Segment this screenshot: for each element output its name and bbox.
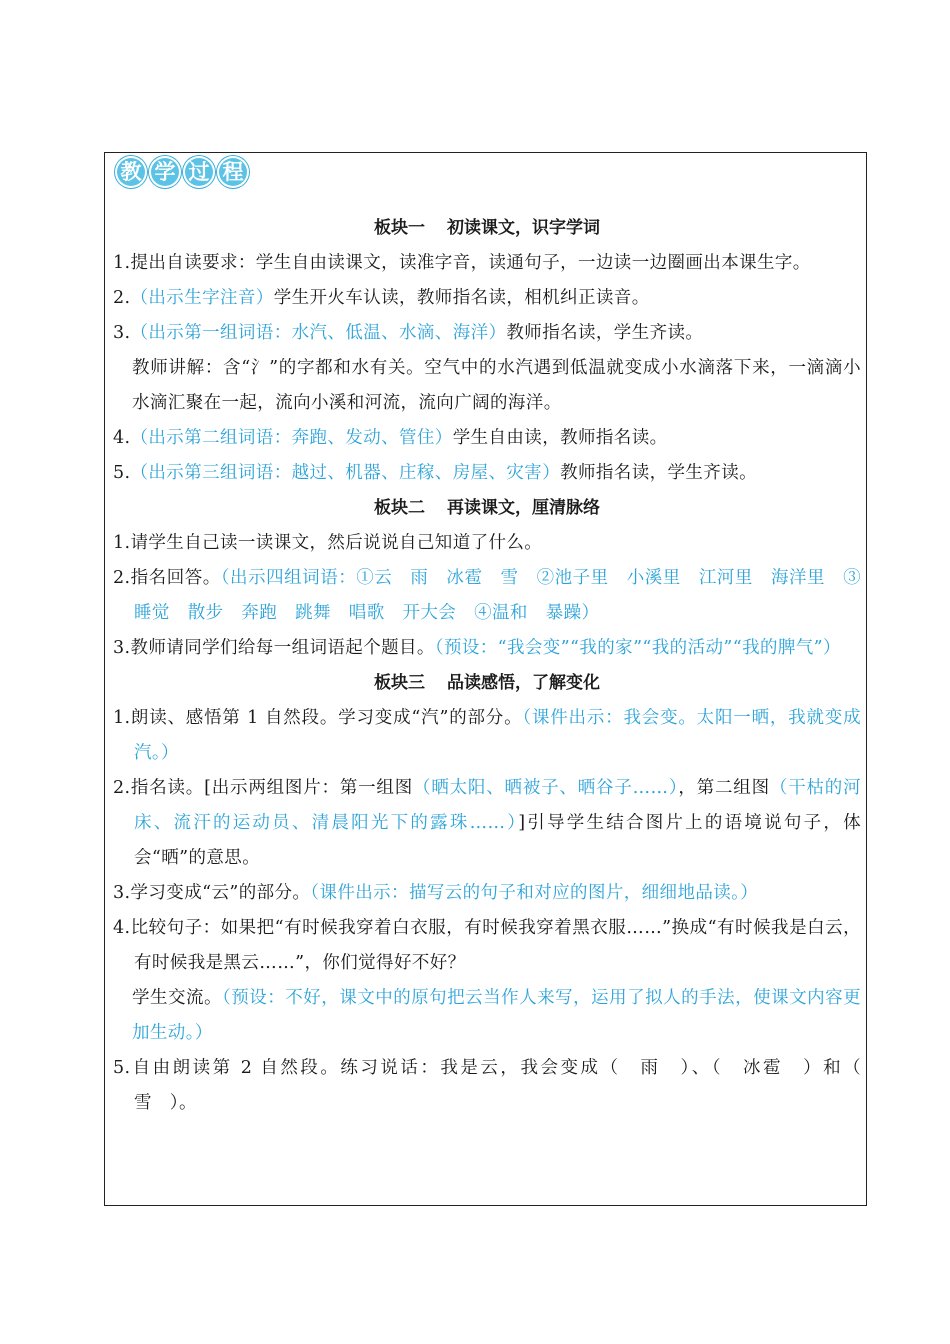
s3-item1-text: 1.朗读、感悟第 1 自然段。学习变成“汽”的部分。 <box>113 708 523 728</box>
s3-item4-note-text: 学生交流。 <box>132 988 222 1008</box>
s2-item1: 1.请学生自己读一读课文，然后说说自己知道了什么。 <box>113 533 543 553</box>
s3-item2-hint2: （干枯的河床、流汗的运动员、清晨阳光下的露珠……） <box>134 778 862 833</box>
s1-item2-hint: （出示生字注音） <box>130 288 274 308</box>
section3-title-num: 板块三 <box>374 673 425 693</box>
s1-item4-hint: （出示第二组词语：奔跑、发动、管住） <box>130 428 453 448</box>
s3-item2-text2: ，第二组图 <box>678 778 770 798</box>
s1-item5-text: 教师指名读，学生齐读。 <box>560 463 758 483</box>
num: 2. <box>113 288 131 308</box>
s2-item3-hint: （预设：“我会变”“我的家”“我的活动”“我的脾气”） <box>434 638 841 658</box>
num: 4. <box>113 428 131 448</box>
s3-item1 <box>113 701 861 771</box>
s2-item2-text: 2.指名回答。 <box>113 568 221 588</box>
s3-item2-text: 2.指名读。[出示两组图片：第一组图 <box>113 778 414 798</box>
s3-item3-text: 3.学习变成“云”的部分。 <box>113 883 311 903</box>
s1-item3-hint: （出示第一组词语：水汽、低温、水滴、海洋） <box>130 323 507 343</box>
section2-title <box>113 491 861 526</box>
s3-item3 <box>113 876 861 911</box>
s2-item3 <box>113 631 861 666</box>
num: 3. <box>113 323 131 343</box>
s1-item5 <box>113 456 861 491</box>
section3-title-text: 品读感悟，了解变化 <box>447 673 600 693</box>
badge-char: 教 <box>115 156 147 188</box>
badge-char: 学 <box>149 156 181 188</box>
s1-item2 <box>113 281 861 316</box>
section1-title <box>113 211 861 246</box>
s1-item2-text: 学生开火车认读，教师指名读，相机纠正读音。 <box>273 288 650 308</box>
s1-item1: 1.提出自读要求：学生自由读课文，读准字音，读通句子，一边读一边圈画出本课生字。 <box>113 253 811 273</box>
section-badge <box>115 156 249 188</box>
s1-item3-text: 教师指名读，学生齐读。 <box>506 323 704 343</box>
s3-item2-hint1: （晒太阳、晒被子、晒谷子……） <box>413 778 679 798</box>
lesson-frame <box>104 152 879 1206</box>
section2-title-num: 板块二 <box>374 498 425 518</box>
s1-item3-note: 教师讲解：含“氵”的字都和水有关。空气中的水汽遇到低温就变成小水滴落下来，一滴滴小水滴汇聚在一起，流向小溪和河流，流向广阔的海洋。 <box>132 358 861 413</box>
s1-item3 <box>113 316 861 351</box>
section1-title-text: 初读课文，识字学词 <box>447 218 600 238</box>
section2-title-text: 再读课文，厘清脉络 <box>447 498 600 518</box>
s2-item2 <box>113 561 861 631</box>
lesson-content <box>113 211 879 1121</box>
s1-item4-text: 学生自由读，教师指名读。 <box>452 428 668 448</box>
section3-title <box>113 666 861 701</box>
s1-item5-hint: （出示第三组词语：越过、机器、庄稼、房屋、灾害） <box>130 463 561 483</box>
num: 5. <box>113 463 131 483</box>
s3-item5: 5.自由朗读第 2 自然段。练习说话：我是云，我会变成（ 雨 ）、（ 冰雹 ）和（ 雪 ）。 <box>113 1058 879 1113</box>
s2-item2-hint: （出示四组词语：①云 雨 冰雹 雪 ②池子里 小溪里 江河里 海洋里 ③睡觉 散步 奔跑 跳舞 唱歌 开大会 ④温和 暴躁） <box>134 568 861 623</box>
section1-title-num: 板块一 <box>374 218 425 238</box>
badge-char: 程 <box>217 156 249 188</box>
badge-char: 过 <box>183 156 215 188</box>
s3-item4: 4.比较句子：如果把“有时候我穿着白衣服，有时候我穿着黑衣服……”换成“有时候我是白云，有时候我是黑云……”，你们觉得好不好？ <box>113 918 861 973</box>
s3-item4-note-hint: （预设：不好，课文中的原句把云当作人来写，运用了拟人的手法，使课文内容更加生动。） <box>132 988 861 1043</box>
s3-item2-text3: ]引导学生结合图片上的语境说句子，体会“晒”的意思。 <box>134 813 861 868</box>
s3-item2 <box>113 771 861 876</box>
s3-item4-note <box>113 981 861 1051</box>
s3-item3-hint: （课件出示：描写云的句子和对应的图片，细细地品读。） <box>310 883 759 903</box>
s2-item3-text: 3.教师请同学们给每一组词语起个题目。 <box>113 638 435 658</box>
s3-item1-hint: （课件出示：我会变。太阳一晒，我就变成汽。） <box>134 708 861 763</box>
s1-item4 <box>113 421 861 456</box>
